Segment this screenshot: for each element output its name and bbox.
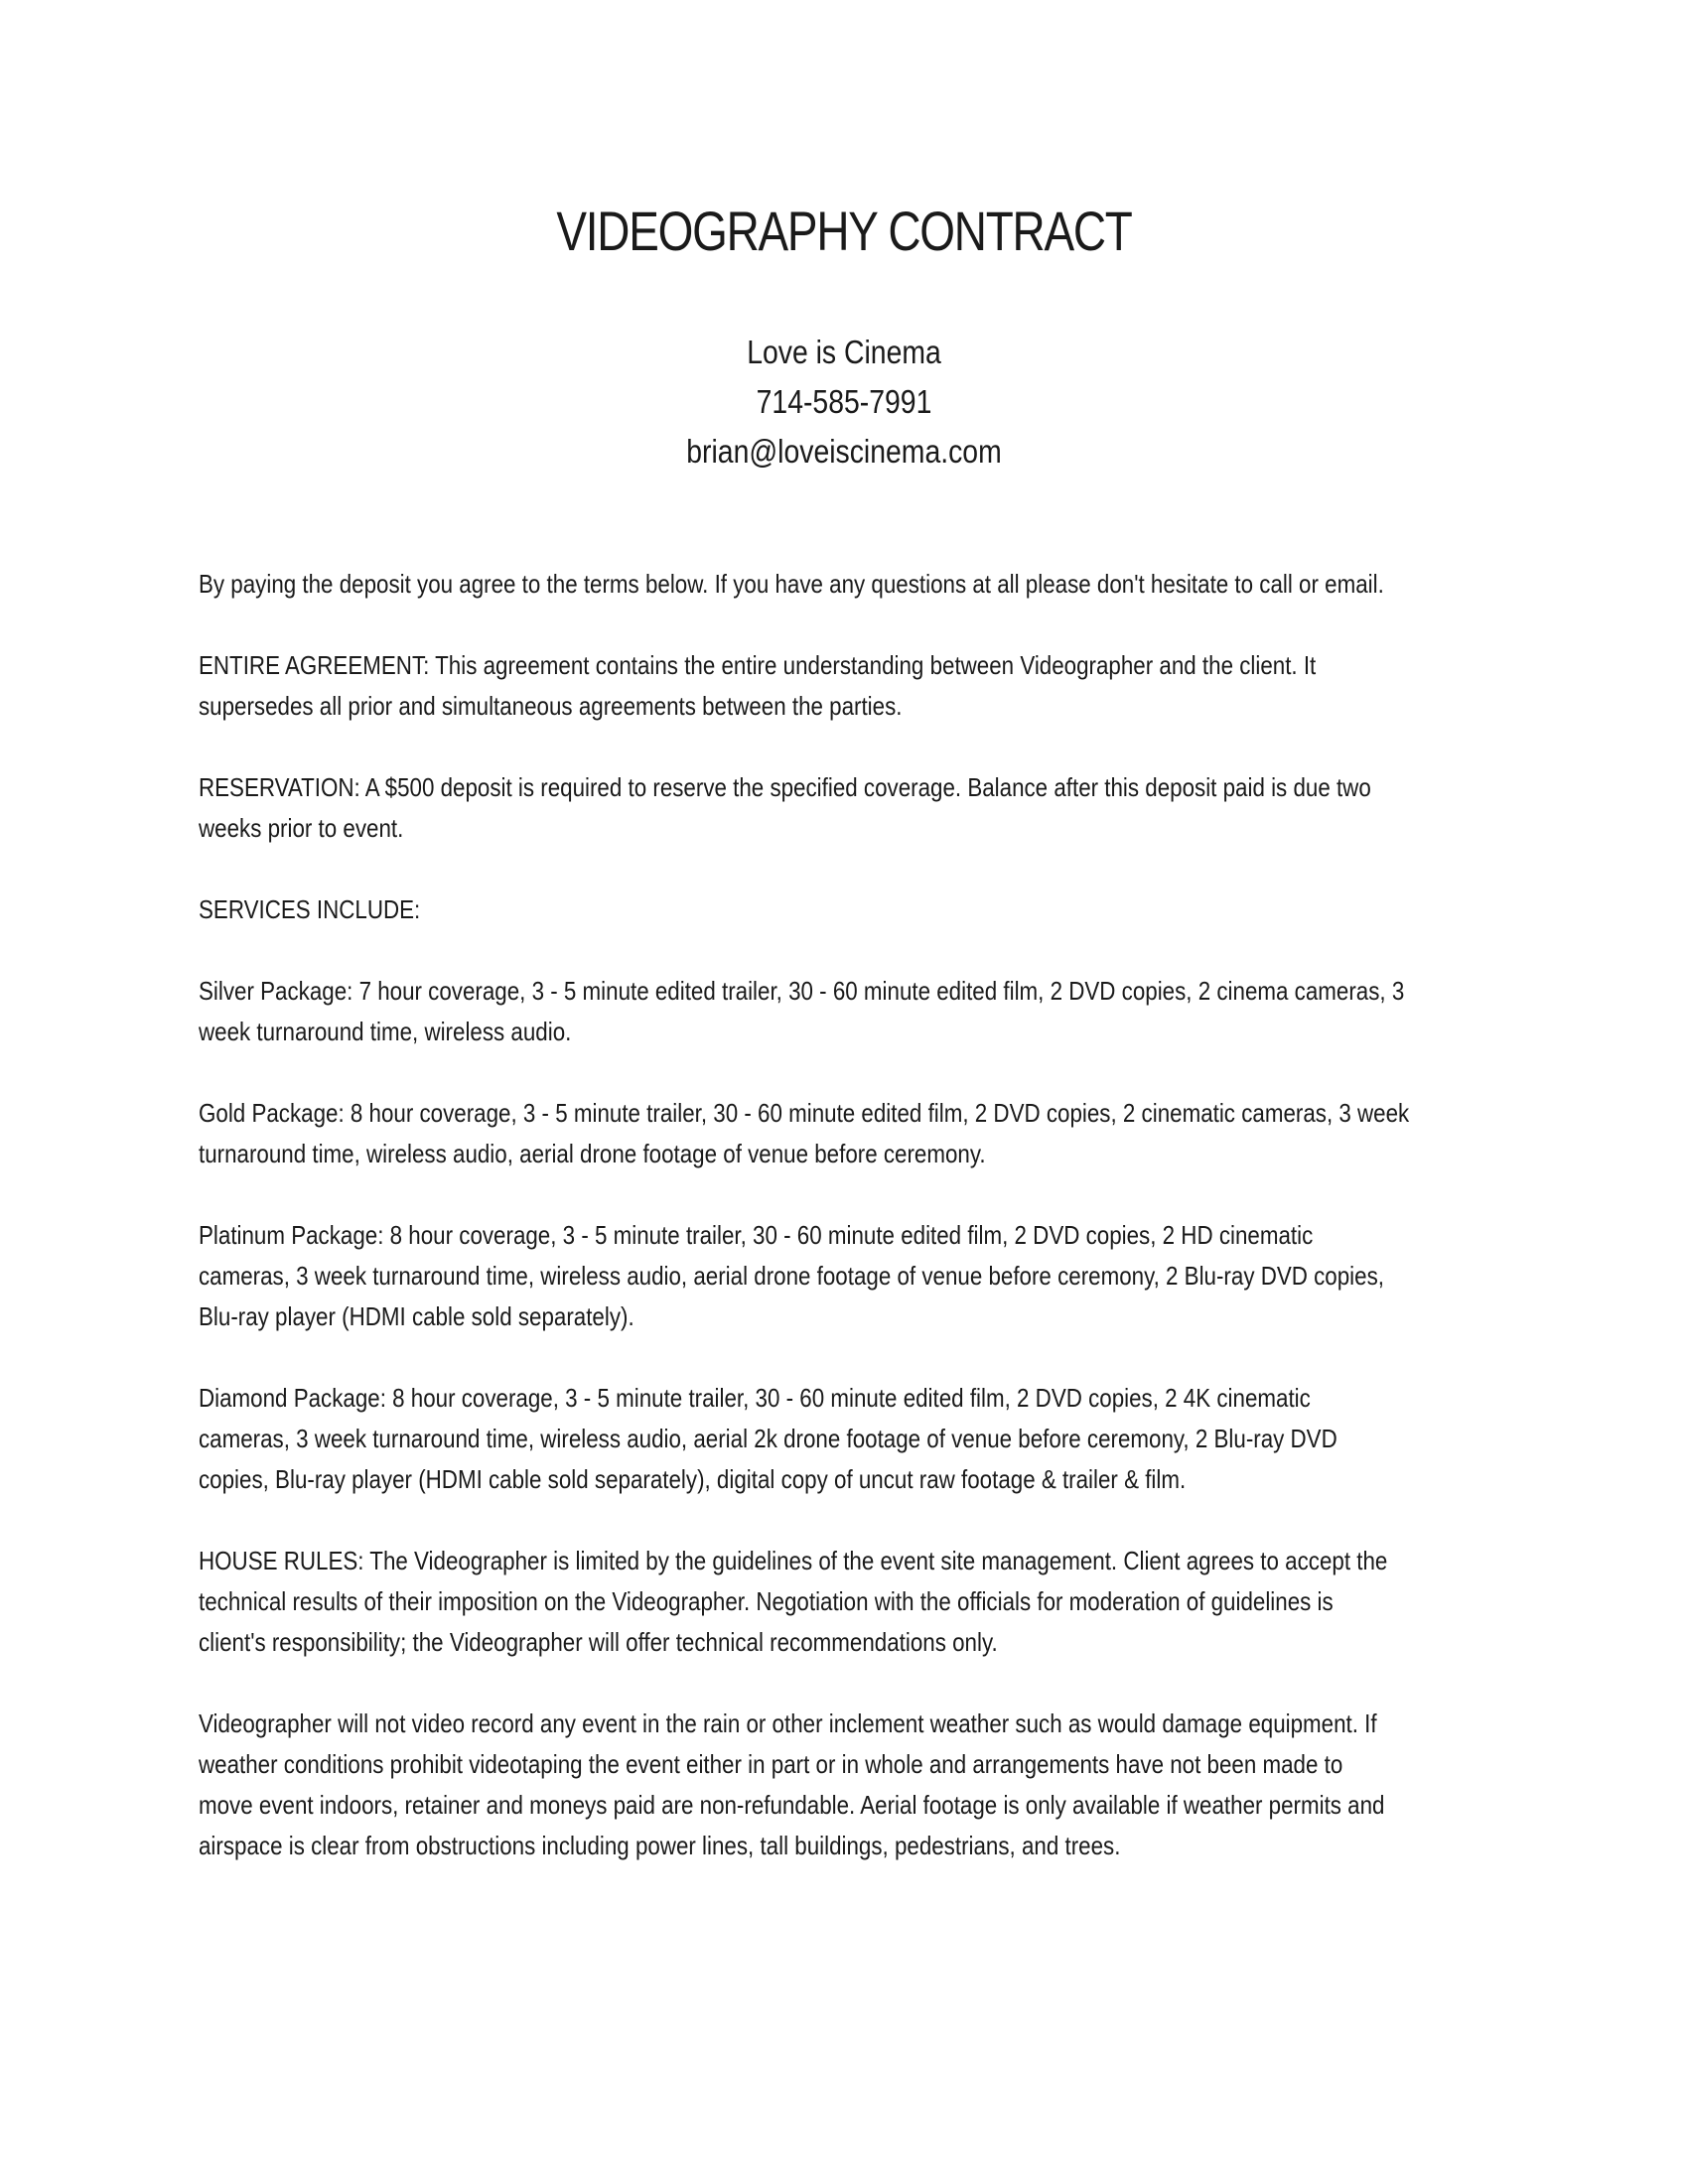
document-title: VIDEOGRAPHY CONTRACT (556, 200, 1132, 262)
contact-block (0, 328, 1688, 477)
services-heading: SERVICES INCLUDE: (199, 894, 421, 924)
house-rules-paragraph: HOUSE RULES: The Videographer is limited by the guidelines of the event site management. Client agrees to accept the technical results of their imposition on the Videographer. Negotiation with the officials for moderation of guidelines is client's responsibility; the Videographer will offer technical recommendations only. (199, 1546, 1388, 1657)
company-phone: 714-585-7991 (756, 383, 932, 420)
gold-package-paragraph: Gold Package: 8 hour coverage, 3 - 5 minute trailer, 30 - 60 minute edited film, 2 DVD copies, 2 cinematic cameras, 3 week turnaround time, wireless audio, aerial drone footage of venue before ceremony. (199, 1098, 1410, 1168)
reservation-paragraph: RESERVATION: A $500 deposit is required to reserve the specified coverage. Balance after this deposit paid is due two weeks prior to event. (199, 772, 1371, 843)
silver-package-paragraph: Silver Package: 7 hour coverage, 3 - 5 minute edited trailer, 30 - 60 minute edited film, 2 DVD copies, 2 cinema cameras, 3 week turnaround time, wireless audio. (199, 976, 1405, 1046)
platinum-package-paragraph: Platinum Package: 8 hour coverage, 3 - 5 minute trailer, 30 - 60 minute edited film, 2 DVD copies, 2 HD cinematic cameras, 3 week turnaround time, wireless audio, aerial drone footage of venue before ceremony, 2 Blu-ray DVD copies, Blu-ray player (HDMI cable sold separately). (199, 1220, 1384, 1331)
intro-paragraph: By paying the deposit you agree to the terms below. If you have any questions at all please don't hesitate to call or email. (199, 569, 1384, 599)
company-email: brian@loveiscinema.com (686, 433, 1002, 470)
contract-body (199, 564, 1471, 1907)
diamond-package-paragraph: Diamond Package: 8 hour coverage, 3 - 5 minute trailer, 30 - 60 minute edited film, 2 DVD copies, 2 4K cinematic cameras, 3 week turnaround time, wireless audio, aerial 2k drone footage of venue before ceremony, 2 Blu-ray DVD copies, Blu-ray player (HDMI cable sold separately), digital copy of uncut raw footage & trailer & film. (199, 1383, 1337, 1494)
weather-paragraph: Videographer will not video record any event in the rain or other inclement weather such as would damage equipment. If weather conditions prohibit videotaping the event either in part or in whole and arrangements have not been made to move event indoors, retainer and moneys paid are non-refundable. Aerial footage is only available if weather permits and airspace is clear from obstructions including power lines, tall buildings, pedestrians, and trees. (199, 1708, 1385, 1860)
company-name: Love is Cinema (747, 334, 941, 370)
entire-agreement-paragraph: ENTIRE AGREEMENT: This agreement contains the entire understanding between Videographer and the client. It supersedes all prior and simultaneous agreements between the parties. (199, 650, 1317, 721)
